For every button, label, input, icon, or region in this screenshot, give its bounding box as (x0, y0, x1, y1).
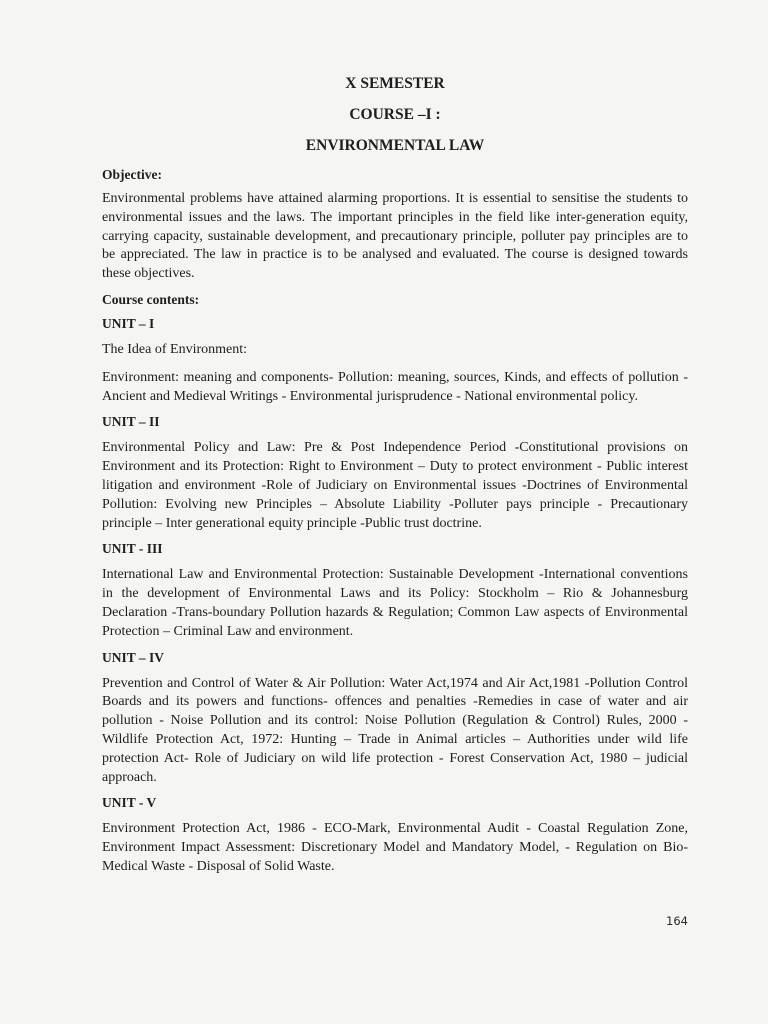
unit-4-text: Prevention and Control of Water & Air Pollution: Water Act,1974 and Air Act,1981 -Pollution Control Boards and its powers and functions- offences and penalties -Remedies in case of water and air pollution - Noise Pollution and its control: Noise Pollution (Regulation & Control) Rules, 2000 - Wildlife Protection Act, 1972: Hunting – Trade in Animal articles – Authorities under wild life protection Act- Role of Judiciary on wild life protection - Forest Conservation Act, 1980 – judicial approach. (102, 675, 688, 785)
unit-2-heading: UNIT – II (102, 414, 160, 430)
unit-3-text: International Law and Environmental Protection: Sustainable Development -International conventions in the development of Environmental Laws and its Policy: Stockholm – Rio & Johannesburg Declaration -Trans-boundary Pollution hazards & Regulation; Common Law aspects of Environmental Protection – Criminal Law and environment. (102, 567, 688, 639)
course-contents-heading: Course contents: (102, 291, 200, 307)
page-number: 164 (666, 914, 688, 928)
objective-text: Environmental problems have attained alarming proportions. It is essential to sensitise the students to environmental issues and the laws. The important principles in the field like inter-generation equity, carrying capacity, sustainable development, and precautionary principle, polluter pay principles are to be appreciated. The law in practice is to be analysed and evaluated. The course is designed towards these objectives. (102, 191, 688, 282)
unit-1-intro: The Idea of Environment: (102, 341, 248, 357)
unit-3-heading: UNIT - III (102, 541, 163, 557)
unit-2-text: Environmental Policy and Law: Pre & Post Independence Period -Constitutional provisions on Environment and its Protection: Right to Environment – Duty to protect environment - Public interest litigation and environment -Role of Judiciary on Environmental issues -Doctrines of Environmental Pollution: Evolving new Principles – Absolute Liability -Polluter pays principle - Precautionary principle – Inter generational equity principle -Public trust doctrine. (102, 440, 688, 531)
objective-heading: Objective: (102, 167, 162, 182)
unit-5-heading: UNIT - V (102, 795, 157, 811)
semester-heading: X SEMESTER (345, 75, 445, 92)
unit-5-text: Environment Protection Act, 1986 - ECO-Mark, Environmental Audit - Coastal Regulation Zone, Environment Impact Assessment: Discretionary Model and Mandatory Model, - Regulation on Bio-Medical Waste - Disposal of Solid Waste. (102, 821, 688, 874)
unit-4-heading: UNIT – IV (102, 649, 165, 665)
unit-1-heading: UNIT – I (102, 315, 155, 331)
course-heading: COURSE –I : (349, 106, 441, 123)
course-title: ENVIRONMENTAL LAW (305, 137, 485, 154)
unit-1-text: Environment: meaning and components- Pollution: meaning, sources, Kinds, and effects of pollution - Ancient and Medieval Writings - Environmental jurisprudence - National environmental policy. (102, 369, 688, 404)
